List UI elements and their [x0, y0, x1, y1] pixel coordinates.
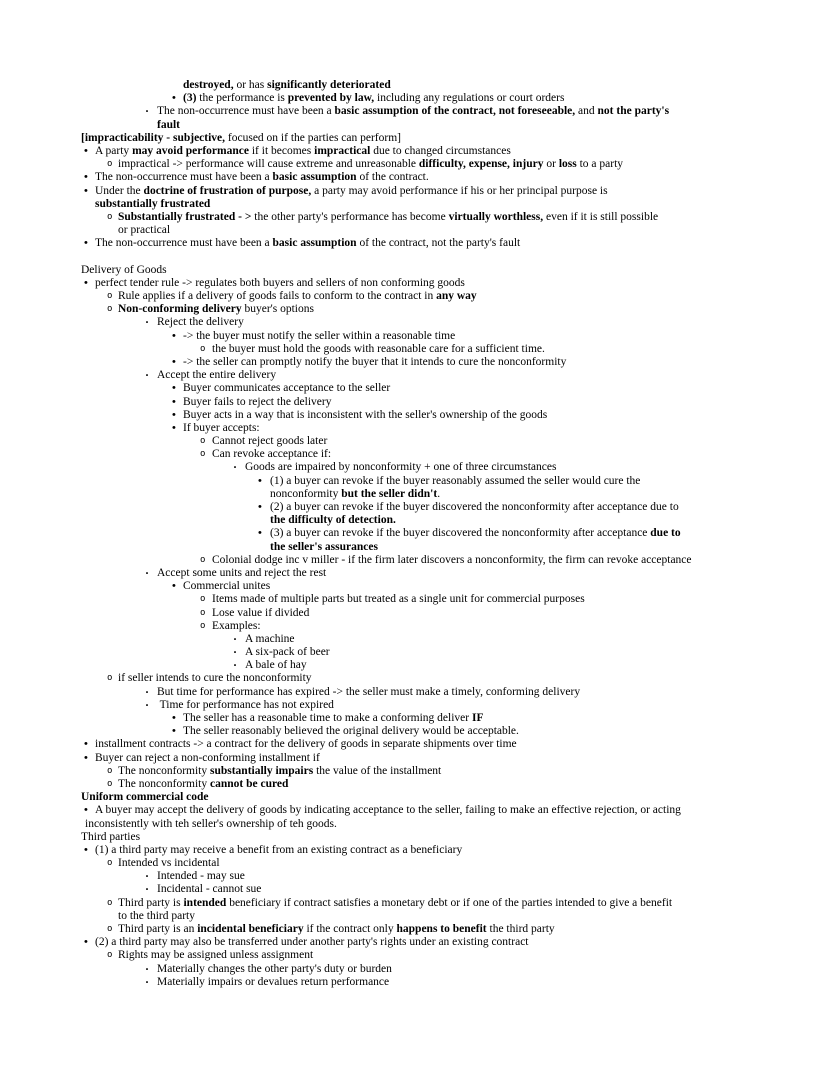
bold-text-run: happens to benefit [396, 923, 487, 935]
document-line [81, 897, 801, 910]
text-run: Intended vs incidental [118, 857, 220, 870]
document-line [81, 791, 801, 804]
text-run: Buyer communicates acceptance to the seller [183, 382, 391, 395]
circle-bullet-icon [107, 672, 117, 686]
document-line [81, 119, 801, 132]
document-line [81, 936, 801, 949]
disc-bullet-icon [258, 501, 268, 514]
document-line [81, 145, 801, 158]
document-line [81, 171, 801, 184]
document-line [81, 567, 801, 580]
bold-text-run: the seller's assurances [270, 540, 378, 553]
document-line [81, 79, 801, 92]
circle-bullet-icon [107, 290, 117, 304]
disc-bullet-icon [84, 237, 94, 250]
document-line [81, 422, 801, 435]
bold-text-run: Uniform commercial code [81, 791, 209, 804]
dot-bullet-icon [145, 976, 155, 990]
text-run: The seller reasonably believed the original delivery would be acceptable. [183, 725, 519, 738]
disc-bullet-icon [84, 277, 94, 290]
text-run: Materially changes the other party's duty or burden [157, 962, 392, 975]
text-run: the other party's performance has become [251, 210, 449, 223]
document-line [81, 699, 801, 712]
text-run: A bale of hay [245, 659, 307, 672]
bold-text-run: (3) [183, 92, 197, 105]
disc-bullet-icon [172, 580, 182, 593]
document-line [81, 382, 801, 395]
bold-text-run: loss [558, 158, 577, 171]
document-line [81, 620, 801, 633]
document-line [81, 844, 801, 857]
disc-bullet-icon [172, 382, 182, 395]
text-run: But time for performance has expired -> the seller must make a timely, conforming delivery [157, 685, 581, 698]
bold-text-run: virtually worthless, [448, 210, 544, 223]
text-run: Third parties [81, 830, 141, 843]
text-run: nonconformity [270, 487, 342, 500]
text-run: (3) a buyer can revoke if the buyer discovered the nonconformity after acceptance [270, 527, 651, 540]
text-run: (2) a third party may also be transferred under another party's rights under an existing contract [95, 936, 529, 949]
circle-bullet-icon [107, 158, 117, 172]
blank-line [81, 250, 801, 263]
document-line [81, 277, 801, 290]
text-run: (2) a buyer can revoke if the buyer discovered the nonconformity after acceptance due to [270, 501, 679, 513]
text-run: Third party is [118, 896, 184, 909]
disc-bullet-icon [172, 422, 182, 435]
disc-bullet-icon [172, 712, 182, 725]
disc-bullet-icon [84, 844, 94, 857]
bold-text-run: basic assumption [272, 237, 357, 250]
text-run: the buyer must hold the goods with reasonable care for a sufficient time. [212, 342, 545, 355]
text-run: if seller intends to cure the nonconformity [118, 672, 312, 685]
document-line [81, 396, 801, 409]
bold-text-run: any way [436, 290, 477, 302]
circle-bullet-icon [107, 211, 117, 225]
document-page [81, 79, 801, 989]
document-line [81, 883, 801, 896]
text-run: Third party is an [118, 923, 198, 935]
bold-text-run: destroyed, [183, 79, 234, 91]
document-line [81, 303, 801, 316]
document-line [81, 290, 801, 303]
text-run: a party may avoid performance if his or her principal purpose is [311, 184, 608, 197]
dot-bullet-icon [145, 699, 155, 713]
text-run: beneficiary if contract satisfies a monetary debt or if one of the parties intended to give a benefit [226, 896, 673, 909]
text-run: Cannot reject goods later [212, 435, 328, 448]
bold-text-run: due to [650, 527, 681, 540]
document-line [81, 818, 801, 831]
text-run: and [575, 105, 598, 118]
bold-text-run: substantially impairs [209, 764, 314, 777]
circle-bullet-icon [200, 343, 210, 357]
document-line [81, 963, 801, 976]
document-line [81, 672, 801, 685]
text-run: The non-occurrence must have been a [157, 105, 335, 118]
document-line [81, 870, 801, 883]
circle-bullet-icon [200, 554, 210, 568]
disc-bullet-icon [84, 936, 94, 949]
document-line [81, 593, 801, 606]
disc-bullet-icon [84, 185, 94, 198]
circle-bullet-icon [107, 303, 117, 317]
text-run: Colonial dodge inc v miller - if the firm later discovers a nonconformity, the firm can revoke acceptance [212, 553, 692, 566]
circle-bullet-icon [107, 857, 117, 871]
bold-text-run: impractical [314, 144, 371, 157]
document-line [81, 475, 801, 488]
text-run: Intended - may sue [157, 870, 245, 883]
document-line [81, 541, 801, 554]
dot-bullet-icon [145, 567, 155, 581]
disc-bullet-icon [258, 475, 268, 488]
disc-bullet-icon [84, 145, 94, 158]
text-run: A buyer may accept the delivery of goods by indicating acceptance to the seller, failing to make an effective rejection, or acting [95, 804, 681, 817]
document-line [81, 224, 801, 237]
circle-bullet-icon [107, 923, 117, 937]
text-run: impractical -> performance will cause extreme and unreasonable [118, 158, 419, 171]
document-line [81, 752, 801, 765]
document-line [81, 92, 801, 105]
document-line [81, 646, 801, 659]
text-run: -> the seller can promptly notify the buyer that it intends to cure the nonconformity [183, 355, 567, 368]
text-run: due to changed circumstances [370, 144, 511, 157]
circle-bullet-icon [200, 607, 210, 621]
text-run: if the contract only [303, 923, 397, 935]
document-line [81, 659, 801, 672]
text-run: Lose value if divided [212, 606, 310, 619]
document-line [81, 356, 801, 369]
document-line [81, 831, 801, 844]
circle-bullet-icon [107, 897, 117, 911]
text-run: to the third party [118, 909, 195, 922]
text-run: . [437, 487, 441, 500]
text-run: to a party [576, 158, 624, 171]
text-run: Rights may be assigned unless assignment [118, 949, 314, 962]
text-run: the performance is [196, 92, 288, 105]
text-run: A six-pack of beer [245, 646, 330, 659]
text-run: The non-occurrence must have been a [95, 171, 273, 184]
document-line [81, 158, 801, 171]
bold-text-run: doctrine of frustration of purpose, [143, 184, 312, 197]
document-line [81, 607, 801, 620]
text-run: A machine [245, 632, 295, 645]
document-line [81, 923, 801, 936]
bold-text-run: the difficulty of detection. [270, 514, 396, 527]
bold-text-run: fault [157, 118, 180, 131]
bold-text-run: not the party's [597, 105, 670, 118]
document-line [81, 554, 801, 567]
text-run: perfect tender rule -> regulates both buyers and sellers of non conforming goods [95, 276, 465, 289]
text-run: Buyer fails to reject the delivery [183, 395, 332, 408]
document-line [81, 778, 801, 791]
document-line [81, 105, 801, 118]
text-run: Rule applies if a delivery of goods fails to conform to the contract in [118, 290, 437, 302]
document-line [81, 633, 801, 646]
bold-text-run: incidental beneficiary [197, 923, 304, 935]
circle-bullet-icon [200, 435, 210, 449]
dot-bullet-icon [145, 369, 155, 383]
circle-bullet-icon [107, 949, 117, 963]
text-run: focused on if the parties can perform] [225, 131, 401, 144]
text-run: the value of the installment [313, 764, 442, 777]
document-line [81, 264, 801, 277]
disc-bullet-icon [84, 752, 94, 765]
disc-bullet-icon [172, 356, 182, 369]
text-run: Delivery of Goods [81, 263, 167, 276]
circle-bullet-icon [200, 620, 210, 634]
text-run: Time for performance has not expired [157, 698, 334, 711]
document-line [81, 725, 801, 738]
document-line [81, 369, 801, 382]
bold-text-run: Substantially frustrated - > [118, 210, 252, 223]
text-run: (1) a buyer can revoke if the buyer reasonably assumed the seller would cure the [270, 474, 641, 487]
text-run: The seller has a reasonable time to make a conforming deliver [183, 712, 472, 724]
text-run: Can revoke acceptance if: [212, 448, 332, 461]
text-run: Materially impairs or devalues return performance [157, 975, 390, 988]
text-run: Buyer can reject a non-conforming installment if [95, 751, 320, 764]
bold-text-run: difficulty, expense, injury [418, 158, 544, 171]
document-line [81, 804, 801, 817]
text-run: Reject the delivery [157, 316, 244, 329]
text-run: of the contract, not the party's fault [356, 237, 521, 250]
disc-bullet-icon [172, 396, 182, 409]
document-line [81, 211, 801, 224]
bold-text-run: may avoid performance [132, 144, 249, 157]
text-run: if it becomes [248, 144, 315, 157]
text-run: inconsistently with teh seller's ownership of teh goods. [85, 817, 337, 830]
dot-bullet-icon [145, 883, 155, 897]
text-run: Items made of multiple parts but treated as a single unit for commercial purposes [212, 593, 585, 606]
circle-bullet-icon [107, 778, 117, 792]
text-run: Accept the entire delivery [157, 369, 277, 382]
disc-bullet-icon [172, 330, 182, 343]
text-run: or has [233, 79, 268, 91]
text-run: The nonconformity [118, 777, 210, 790]
text-run: Examples: [212, 619, 261, 632]
disc-bullet-icon [172, 409, 182, 422]
document-line [81, 976, 801, 989]
document-line [81, 448, 801, 461]
bold-text-run: Non-conforming delivery [118, 303, 242, 316]
document-line [81, 237, 801, 250]
text-run: or practical [118, 224, 171, 237]
text-run: Goods are impaired by nonconformity + one of three circumstances [245, 461, 557, 474]
text-run: Accept some units and reject the rest [157, 566, 327, 579]
document-line [81, 910, 801, 923]
document-line [81, 330, 801, 343]
bold-text-run: but the seller didn't [341, 487, 438, 500]
text-run: buyer's options [241, 303, 314, 316]
document-line [81, 316, 801, 329]
disc-bullet-icon [84, 804, 94, 817]
document-line [81, 435, 801, 448]
dot-bullet-icon [233, 461, 243, 475]
document-line [81, 343, 801, 356]
dot-bullet-icon [145, 316, 155, 330]
disc-bullet-icon [258, 527, 268, 540]
circle-bullet-icon [107, 765, 117, 779]
text-run: The non-occurrence must have been a [95, 237, 273, 250]
document-line [81, 132, 801, 145]
bold-text-run: basic assumption [272, 171, 357, 184]
document-line [81, 857, 801, 870]
text-run: or [543, 158, 559, 171]
document-line [81, 738, 801, 751]
bold-text-run: significantly deteriorated [267, 79, 391, 91]
disc-bullet-icon [84, 171, 94, 184]
text-run: Buyer acts in a way that is inconsistent with the seller's ownership of the goods [183, 408, 548, 421]
text-run: installment contracts -> a contract for the delivery of goods in separate shipments over time [95, 738, 517, 751]
document-line [81, 686, 801, 699]
document-line [81, 501, 801, 514]
disc-bullet-icon [172, 92, 182, 105]
document-line [81, 580, 801, 593]
document-line [81, 488, 801, 501]
text-run: Under the [95, 184, 144, 197]
circle-bullet-icon [200, 593, 210, 607]
disc-bullet-icon [172, 725, 182, 738]
document-line [81, 527, 801, 540]
text-run: of the contract. [356, 171, 429, 184]
dot-bullet-icon [145, 105, 155, 119]
document-line [81, 765, 801, 778]
bold-text-run: cannot be cured [209, 777, 289, 790]
bold-text-run: prevented by law, [287, 92, 375, 105]
text-run: the third party [486, 923, 555, 935]
document-line [81, 949, 801, 962]
document-line [81, 409, 801, 422]
document-line [81, 198, 801, 211]
text-run: even if it is still possible [543, 210, 659, 223]
bold-text-run: intended [183, 896, 227, 909]
disc-bullet-icon [84, 738, 94, 751]
bold-text-run: basic assumption of the contract, not foreseeable, [334, 105, 576, 118]
text-run: The nonconformity [118, 764, 210, 777]
bold-text-run: IF [471, 712, 484, 724]
dot-bullet-icon [233, 659, 243, 673]
document-line [81, 461, 801, 474]
bold-text-run: [impracticability - subjective, [81, 131, 226, 144]
text-run: If buyer accepts: [183, 421, 260, 434]
circle-bullet-icon [200, 448, 210, 462]
document-line [81, 185, 801, 198]
text-run: including any regulations or court orders [374, 92, 565, 105]
text-run: -> the buyer must notify the seller within a reasonable time [183, 329, 456, 342]
text-run: A party [95, 144, 133, 157]
document-line [81, 514, 801, 527]
bold-text-run: substantially frustrated [95, 197, 211, 210]
document-line [81, 712, 801, 725]
text-run: Commercial unites [183, 580, 271, 593]
text-run: (1) a third party may receive a benefit from an existing contract as a beneficiary [95, 843, 463, 856]
text-run: Incidental - cannot sue [157, 883, 262, 896]
